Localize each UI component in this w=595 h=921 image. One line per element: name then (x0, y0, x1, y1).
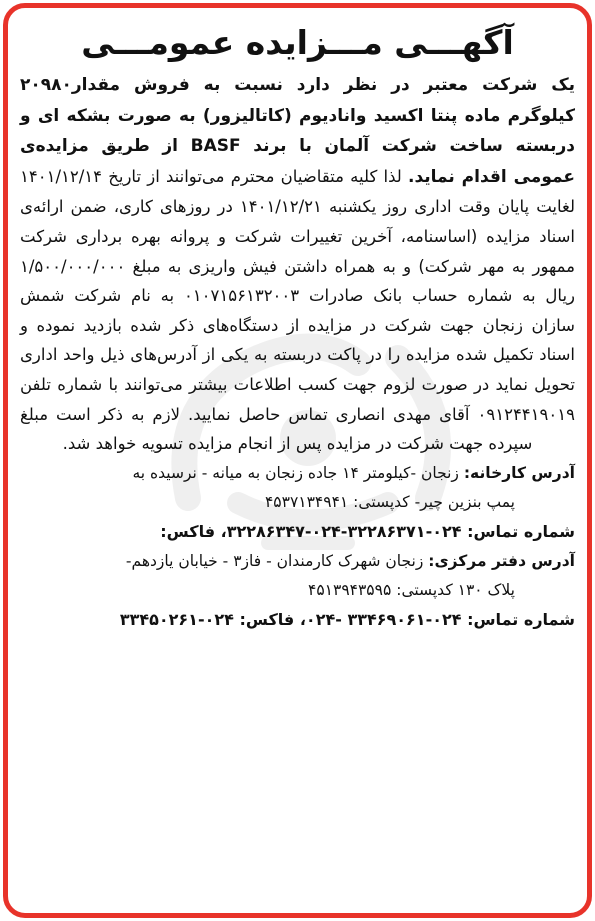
office-address-line2: پلاک ۱۳۰ کدپستی: ۴۵۱۳۹۴۳۵۹۵ (308, 580, 515, 599)
factory-contact-label: شماره تماس: (467, 521, 575, 541)
factory-address-line1: زنجان -کیلومتر ۱۴ جاده زنجان به میانه - نرسیده به (132, 463, 464, 482)
ad-title: آگهـــی مـــزایده عمومـــی (81, 23, 514, 62)
ad-body: لذا کلیه متقاضیان محترم می‌توانند از تاریخ ۱۴۰۱/۱۲/۱۴ لغایت پایان وقت اداری روز یکشنبه ۱۴۰۱/۱۲/۲۱ در روزهای کاری، ضمن ارائه‌ی اسناد مزایده (اساسنامه، آخرین تغییرات شرکت و پروانه بهره برداری شرکت ممهور به مهر شرکت) و به همراه داشتن فیش واریزی به مبلغ ۱/۵۰۰/۰۰۰/۰۰۰ ریال به شماره حساب بانک صادرات ۰۱۰۷۱۵۶۱۳۲۰۰۳ به نام شرکت شمش سازان زنجان جهت شرکت در مزایده از دستگاه‌های ذکر شده بازدید نموده و اسناد تکمیل شده مزایده را در پاکت دربسته به یکی از آدرس‌های ذیل واحد اداری تحویل نماید در صورت لزوم جهت کسب اطلاعات بیشتر می‌توانند با شماره تلفن ۰۹۱۲۴۴۱۹۰۱۹ آقای مهدی انصاری تماس حاصل نمایید. لازم به ذکر است مبلغ سپرده جهت شرکت در مزایده پس از انجام مزایده تسویه خواهد شد. (20, 166, 576, 454)
office-fax-label: فاکس: (239, 609, 295, 629)
office-fax: ۰۲۴-۳۳۴۵۰۲۶۱ (119, 609, 240, 629)
factory-contact (20, 517, 575, 547)
factory-address (20, 459, 575, 517)
ad-paragraph (20, 70, 575, 459)
factory-address-line2: پمپ بنزین چیر- کدپستی: ۴۵۳۷۱۳۴۹۴۱ (264, 492, 515, 511)
ad-content (20, 18, 575, 905)
office-address (20, 547, 575, 605)
office-address-line1: زنجان شهرک کارمندان - فاز۳ - خیابان یازدهم- (125, 551, 429, 570)
office-address-label: آدرس دفتر مرکزی: (428, 551, 575, 570)
ad-intro-bold: یک شرکت معتبر در نظر دارد نسبت به فروش مقدار۲۰۹۸۰ کیلوگرم ماده پنتا اکسید وانادیوم (کاتالیزور) به صورت بشکه ای و دربسته ساخت شرکت آلمان با برند BASF از طریق مزایده‌ی عمومی اقدام نماید. (20, 75, 575, 187)
office-contact-label: شماره تماس: (467, 609, 575, 629)
ad-frame (3, 3, 592, 918)
office-contact (20, 605, 575, 635)
factory-address-label: آدرس کارخانه: (463, 463, 575, 482)
factory-phones: ۰۲۴-۳۲۲۸۶۳۷۱-۰۲۴-۳۲۲۸۶۳۴۷ (226, 521, 468, 541)
factory-fax-label: ، فاکس: (160, 521, 227, 541)
office-phones: ۰۲۴-۳۳۴۶۹۰۶۱ -۰۲۴، (294, 609, 468, 629)
